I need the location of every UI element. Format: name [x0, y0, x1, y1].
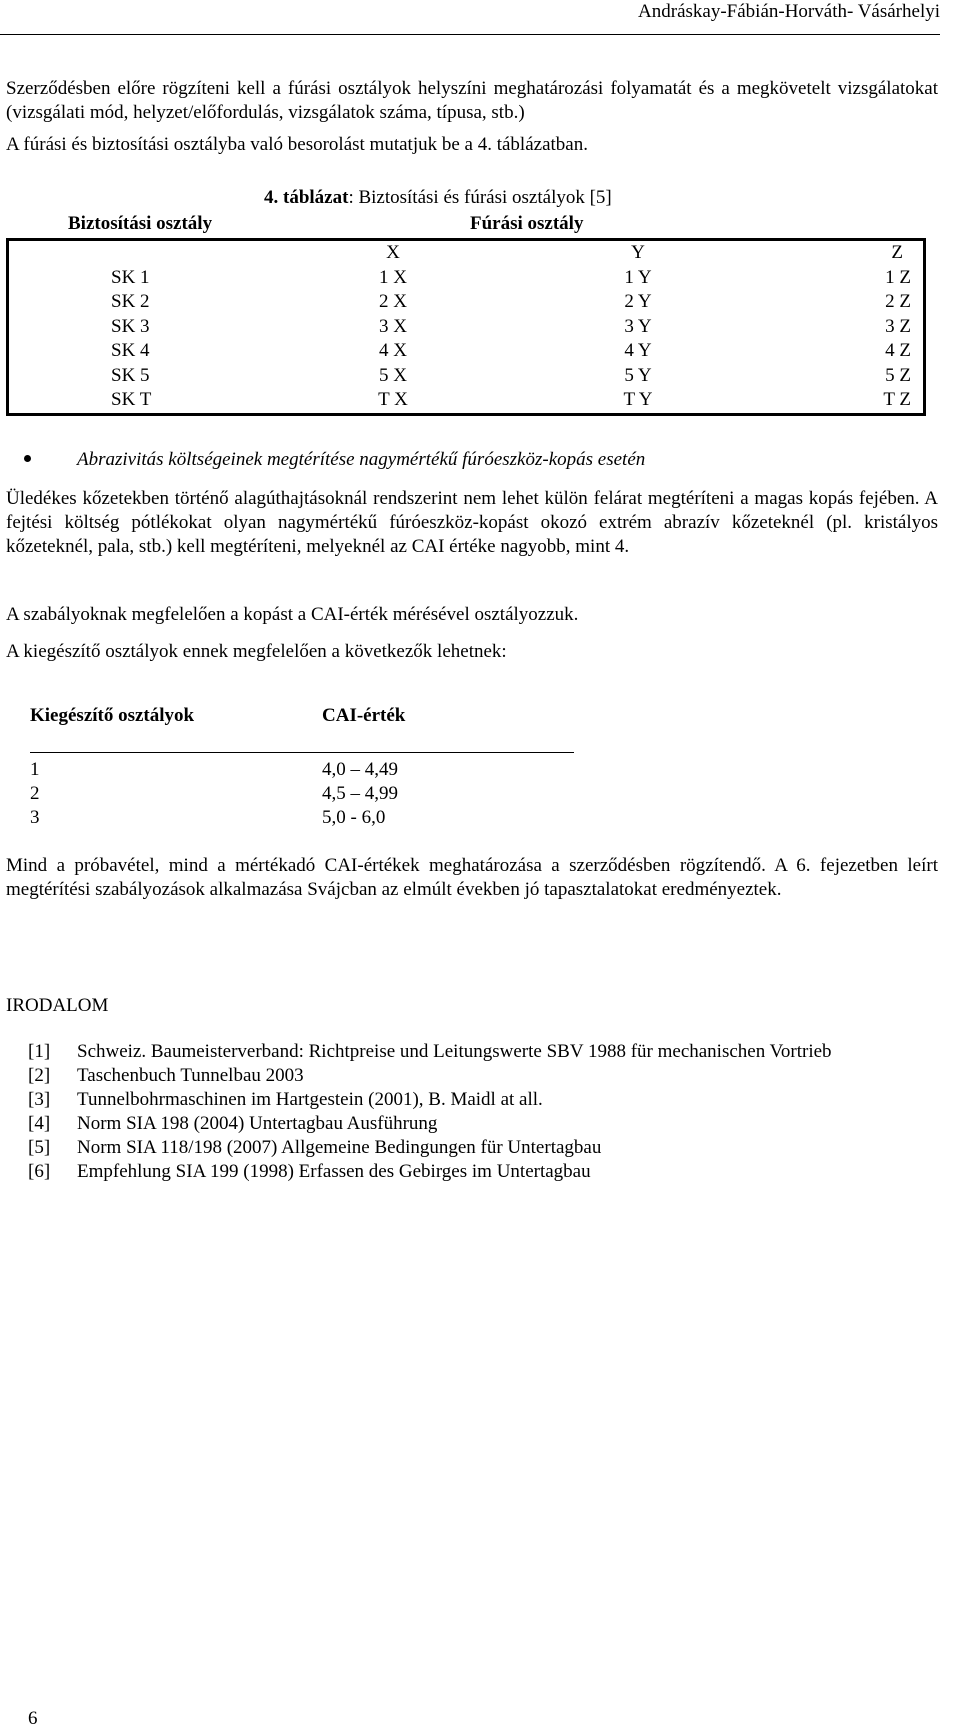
cai-value-range: 4,5 – 4,99: [322, 783, 398, 804]
table-cell-x: 1 X: [379, 266, 407, 288]
table-cell-y: T Y: [623, 389, 653, 411]
reference-item: [6, 1160, 938, 1184]
reference-item: [6, 1088, 938, 1112]
table-cell-y: 5 Y: [624, 364, 652, 386]
references-title: IRODALOM: [6, 995, 109, 1016]
table-cell-z: T Z: [883, 389, 911, 411]
reference-item: [6, 1040, 938, 1064]
paragraph-conclusion: Mind a próbavétel, mind a mértékadó CAI-értékek meghatározása a szerződésben rögzítendő. A 6. fejezetben leírt megtérítési szabályozások alkalmazása Svájcban az elmúlt években jó tapasztalatokat eredményeztek.: [6, 855, 938, 900]
running-header: Andráskay-Fábián-Horváth- Vásárhelyi: [638, 1, 940, 22]
table-cell-x: 5 X: [379, 364, 407, 386]
table-cell-y: 3 Y: [624, 315, 652, 337]
header-rule: [0, 34, 940, 35]
table-cell-class: SK 3: [111, 315, 150, 337]
table-row: [8, 266, 925, 291]
paragraph-abrasivity: Üledékes kőzetekben történő alagúthajtásoknál rendszerint nem lehet külön felárat megtéríteni a magas kopás fejében. A fejtési költség pótlékokat olyan nagymértékű fúróeszköz-kopást okozó extrém abrazív kőzeteknél (pl. kristályos kőzeteknél, pala, stb.) kell megtéríteni, melyeknél az CAI értéke nagyobb, mint 4.: [6, 488, 938, 557]
reference-number: [3]: [28, 1089, 51, 1110]
paragraph-intro: Szerződésben előre rögzíteni kell a fúrási osztályok helyszíni meghatározási folyamatát és a megkövetelt vizsgálatokat (vizsgálati mód, helyzet/előfordulás, vizsgálatok száma, típusa, stb.): [6, 78, 938, 123]
cai-row: [30, 782, 630, 806]
table-row: [8, 388, 925, 414]
bullet-item: [24, 448, 645, 472]
table-column-header-x: X: [386, 242, 400, 264]
table-caption: [264, 186, 612, 210]
table-cell-x: T X: [378, 389, 408, 411]
classes-table: [6, 238, 926, 416]
cai-col-header-value: CAI-érték: [322, 705, 406, 726]
paragraph-supplementary-classes: A kiegészítő osztályok ennek megfelelően a következők lehetnek:: [6, 641, 507, 662]
table-cell-class: SK 5: [111, 364, 150, 386]
reference-text: Schweiz. Baumeisterverband: Richtpreise und Leitungswerte SBV 1988 für mechanischen Vortrieb: [77, 1041, 832, 1062]
table-cell-y: 1 Y: [624, 266, 652, 288]
table-cell-z: 4 Z: [885, 340, 911, 362]
paragraph-table-reference: A fúrási és biztosítási osztályba való besorolást mutatjuk be a 4. táblázatban.: [6, 134, 588, 155]
reference-item: [6, 1112, 938, 1136]
cai-class-number: 3: [30, 807, 40, 828]
cai-value-range: 5,0 - 6,0: [322, 807, 386, 828]
table-row: [8, 339, 925, 364]
cai-class-number: 2: [30, 783, 40, 804]
cai-row: [30, 806, 630, 830]
reference-number: [1]: [28, 1041, 51, 1062]
table-corner-cell: [8, 240, 324, 266]
table-cell-z: 3 Z: [885, 315, 911, 337]
table-caption-label: 4. táblázat: [264, 187, 349, 208]
reference-text: Taschenbuch Tunnelbau 2003: [77, 1065, 304, 1086]
table-right-header: Fúrási osztály: [470, 213, 584, 234]
table-cell-class: SK 2: [111, 291, 150, 313]
reference-text: Tunnelbohrmaschinen im Hartgestein (2001), B. Maidl at all.: [77, 1089, 543, 1110]
cai-row: [30, 758, 630, 782]
table-cell-class: SK 1: [111, 266, 150, 288]
table-cell-z: 5 Z: [885, 364, 911, 386]
table-cell-x: 2 X: [379, 291, 407, 313]
reference-number: [6]: [28, 1161, 51, 1182]
table-left-header: Biztosítási osztály: [68, 213, 213, 234]
reference-number: [5]: [28, 1137, 51, 1158]
bullet-text: Abrazivitás költségeinek megtérítése nagymértékű fúróeszköz-kopás esetén: [77, 449, 646, 470]
table-row: [8, 315, 925, 340]
reference-item: [6, 1136, 938, 1160]
reference-text: Empfehlung SIA 199 (1998) Erfassen des Gebirges im Untertagbau: [77, 1161, 591, 1182]
reference-text: Norm SIA 198 (2004) Untertagbau Ausführung: [77, 1113, 438, 1134]
reference-text: Norm SIA 118/198 (2007) Allgemeine Bedingungen für Untertagbau: [77, 1137, 602, 1158]
cai-class-number: 1: [30, 759, 40, 780]
page-number: 6: [28, 1708, 38, 1729]
table-cell-x: 3 X: [379, 315, 407, 337]
table-cell-class: SK 4: [111, 340, 150, 362]
table-column-header-row: [8, 240, 925, 266]
table-cell-class: SK T: [111, 389, 152, 411]
table-cell-y: 4 Y: [624, 340, 652, 362]
reference-number: [4]: [28, 1113, 51, 1134]
table-cell-x: 4 X: [379, 340, 407, 362]
table-cell-z: 2 Z: [885, 291, 911, 313]
table-cell-y: 2 Y: [624, 291, 652, 313]
reference-number: [2]: [28, 1065, 51, 1086]
table-column-header-z: Z: [891, 242, 903, 264]
cai-value-range: 4,0 – 4,49: [322, 759, 398, 780]
paragraph-cai-classification: A szabályoknak megfelelően a kopást a CAI-érték mérésével osztályozzuk.: [6, 604, 579, 625]
table-row: [8, 290, 925, 315]
table-caption-text: : Biztosítási és fúrási osztályok [5]: [348, 187, 612, 208]
cai-col-header-classes: Kiegészítő osztályok: [30, 705, 195, 726]
cai-header-rule: [30, 752, 574, 753]
table-cell-z: 1 Z: [885, 266, 911, 288]
bullet-icon: [24, 455, 31, 462]
table-column-header-y: Y: [631, 242, 645, 264]
reference-item: [6, 1064, 938, 1088]
table-row: [8, 364, 925, 389]
reference-list: [6, 1040, 938, 1184]
